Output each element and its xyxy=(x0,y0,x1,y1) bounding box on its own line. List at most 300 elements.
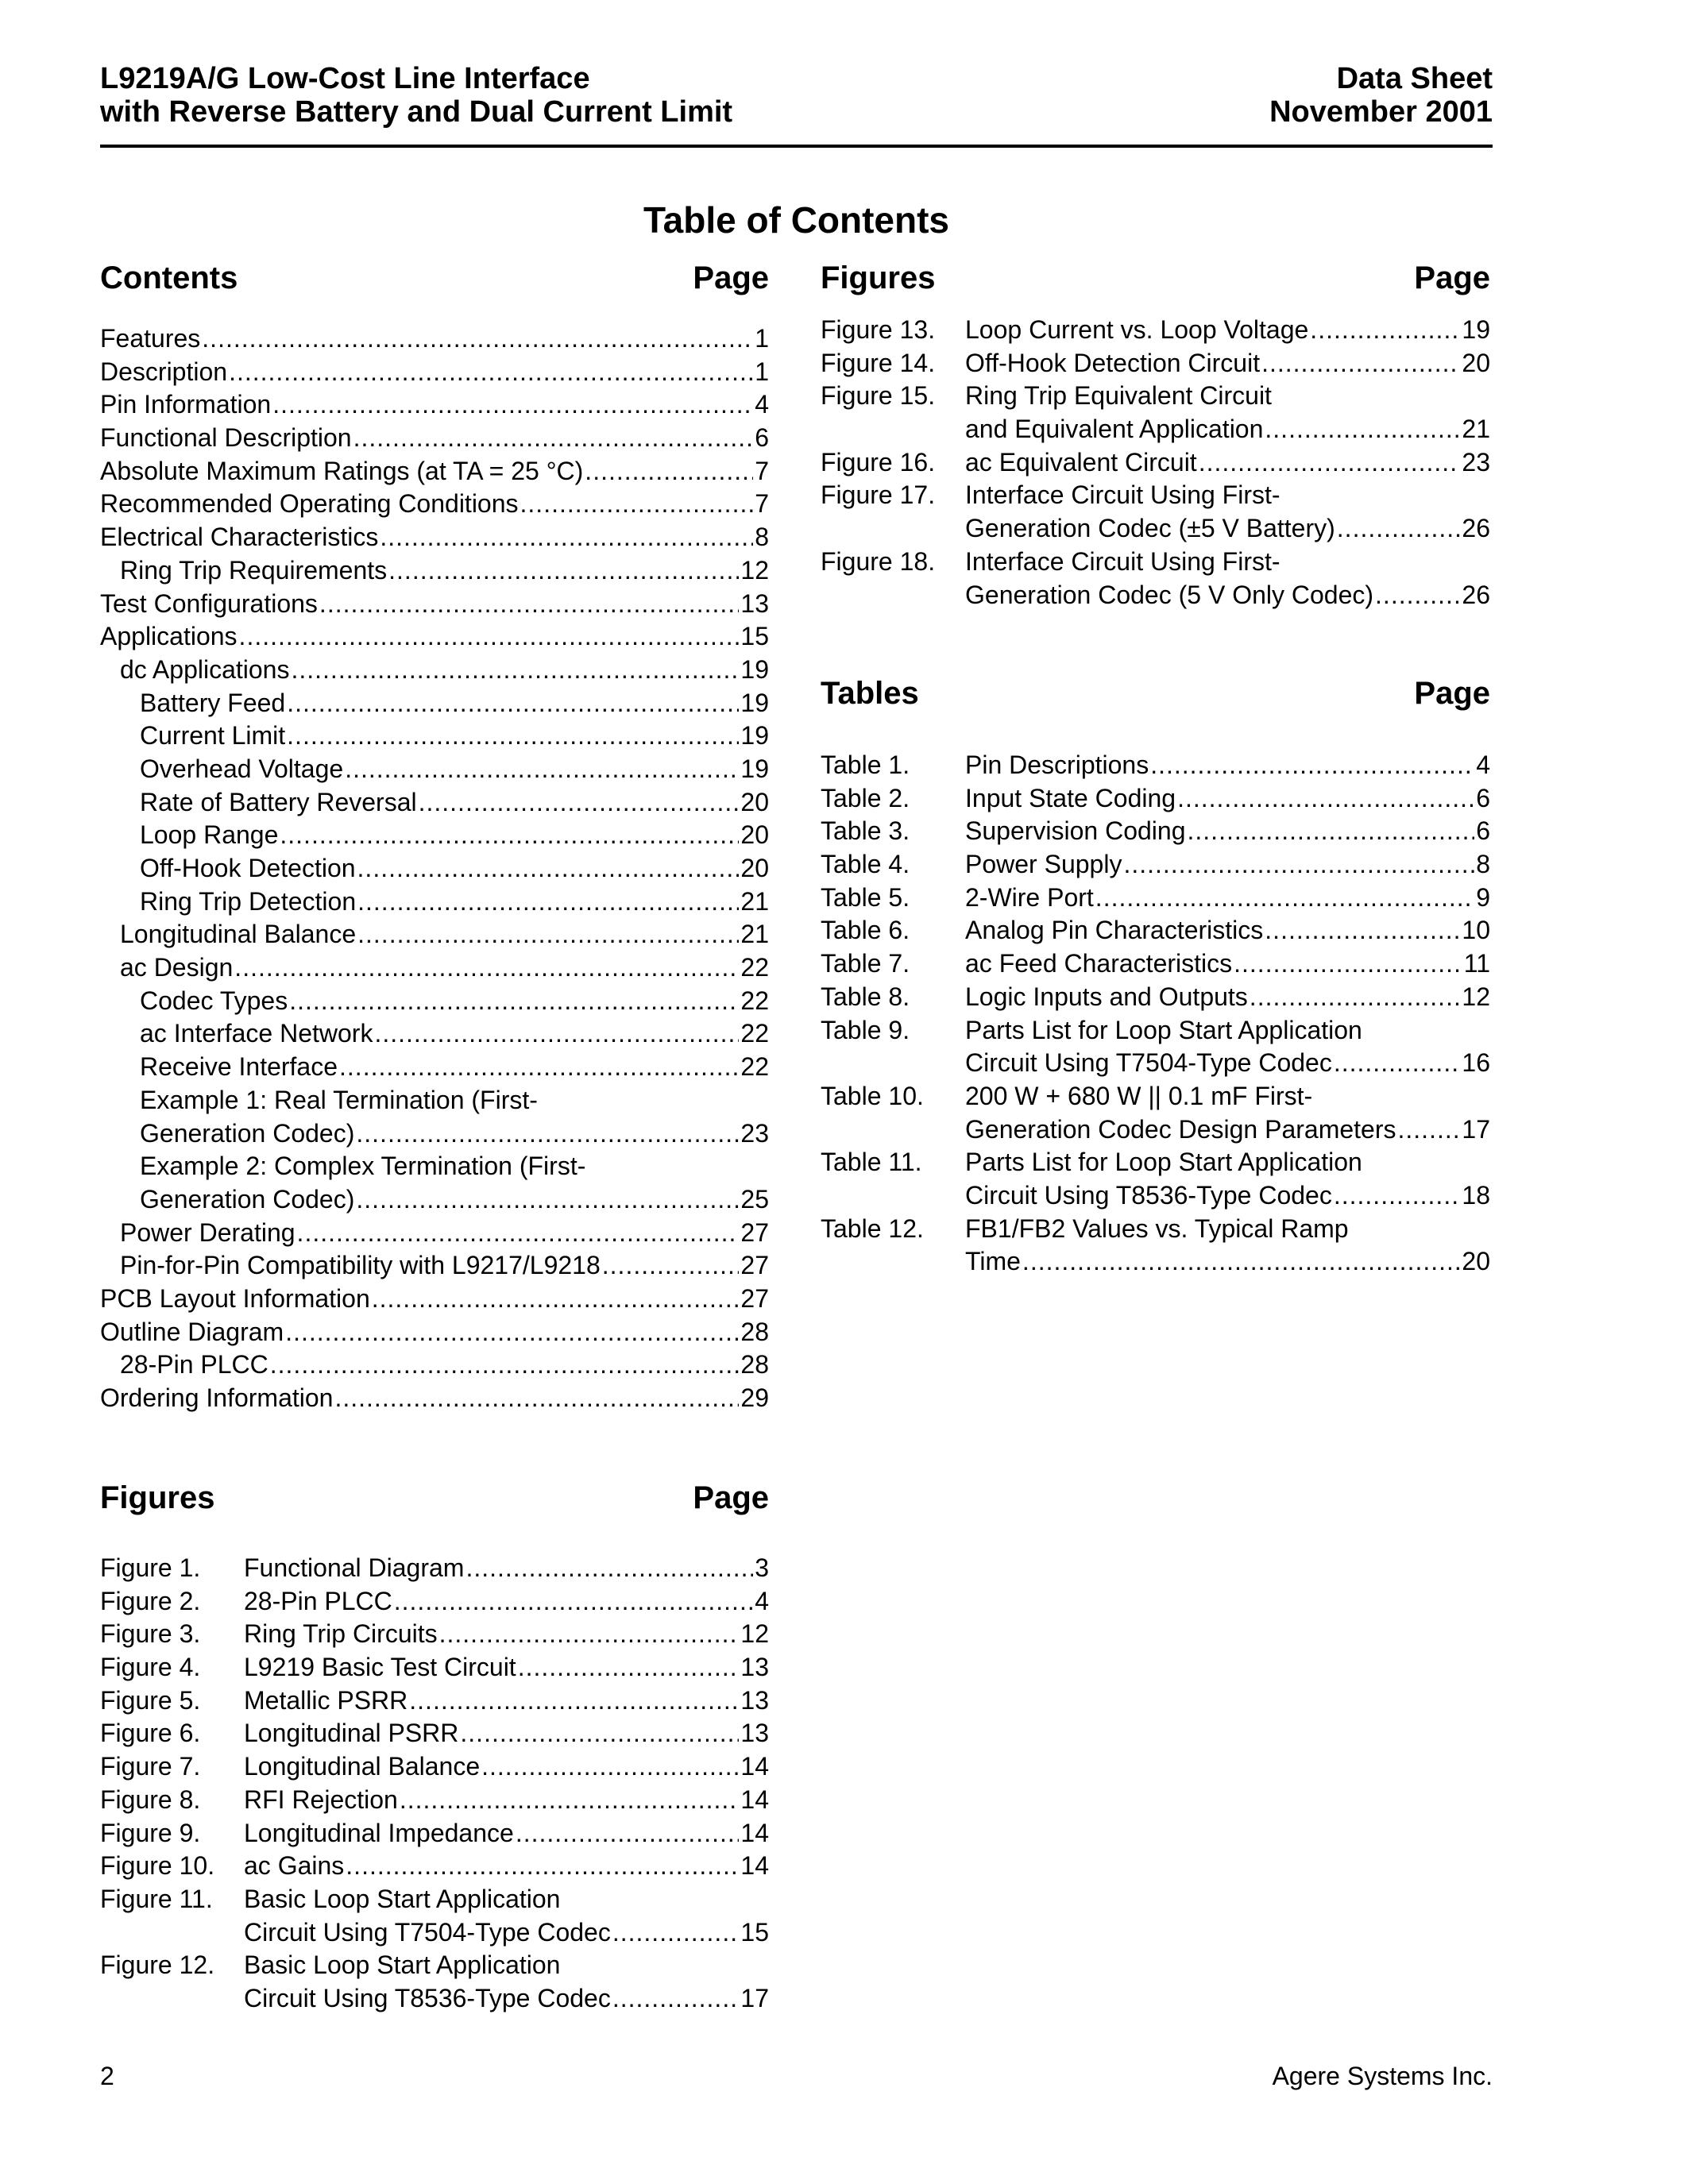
dot-leader xyxy=(516,1817,740,1850)
entry-title[interactable]: 2-Wire Port xyxy=(965,882,1094,912)
entry-tables[interactable] xyxy=(821,1213,1490,1279)
entry-title[interactable]: Pin Descriptions xyxy=(965,751,1149,779)
entry-title[interactable]: Interface Circuit Using First- xyxy=(965,480,1280,510)
entry-tables[interactable] xyxy=(821,914,1490,947)
entry-number[interactable]: Figure 10. xyxy=(100,1851,215,1881)
entry-contents[interactable] xyxy=(100,620,769,654)
entry-title[interactable]: Circuit Using T8536-Type Codec xyxy=(244,1983,611,2012)
entry-page[interactable]: 20 xyxy=(740,820,769,850)
entry-page[interactable]: 27 xyxy=(740,1283,769,1313)
entry-title[interactable]: Receive Interface xyxy=(140,1052,338,1082)
entry-figures-left[interactable] xyxy=(100,1949,769,2015)
dot-leader xyxy=(357,886,739,919)
entry-number[interactable]: Table 5. xyxy=(821,882,910,912)
dot-leader xyxy=(297,1217,740,1250)
entry-title[interactable]: Test Configurations xyxy=(100,588,318,618)
entry-number[interactable]: Figure 17. xyxy=(821,480,936,510)
entry-tables[interactable] xyxy=(821,981,1490,1014)
entry-title[interactable]: Time xyxy=(965,1247,1021,1276)
entry-title[interactable]: Functional Description xyxy=(100,423,352,453)
entry-title[interactable]: Ring Trip Circuits xyxy=(244,1619,438,1649)
entry-page[interactable]: 18 xyxy=(1462,1180,1490,1210)
entry-figures-right[interactable] xyxy=(821,446,1490,480)
entry-tables[interactable] xyxy=(821,947,1490,981)
entry-contents[interactable] xyxy=(100,1150,769,1216)
entry-title[interactable]: 28-Pin PLCC xyxy=(244,1586,392,1615)
entry-number[interactable]: Figure 15. xyxy=(821,381,936,411)
entry-page[interactable]: 12 xyxy=(1462,982,1490,1011)
entry-contents[interactable] xyxy=(100,1283,769,1316)
entry-title[interactable]: Applications xyxy=(100,622,238,651)
dot-leader xyxy=(380,521,753,554)
entry-page[interactable]: 21 xyxy=(740,920,769,949)
entry-contents[interactable] xyxy=(100,488,769,521)
entry-page[interactable]: 26 xyxy=(1462,580,1490,609)
entry-title[interactable]: Ordering Information xyxy=(100,1383,334,1412)
entry-page[interactable]: 14 xyxy=(740,1851,769,1881)
entry-page[interactable]: 25 xyxy=(740,1184,769,1214)
entry-page[interactable]: 17 xyxy=(740,1983,769,2012)
entry-page[interactable]: 27 xyxy=(740,1217,769,1247)
dot-leader xyxy=(419,786,740,820)
entry-title[interactable]: Supervision Coding xyxy=(965,816,1186,846)
entry-number[interactable]: Table 3. xyxy=(821,816,910,846)
entry-title[interactable]: Power Derating xyxy=(120,1217,295,1247)
entry-page[interactable]: 21 xyxy=(1462,415,1490,444)
entry-title[interactable]: Absolute Maximum Ratings (at TA = 25 °C) xyxy=(100,456,584,485)
toc-line xyxy=(821,815,1490,848)
toc-line xyxy=(821,782,1490,816)
entry-page[interactable]: 17 xyxy=(1462,1114,1490,1144)
toc-line xyxy=(100,1949,769,1982)
entry-title[interactable]: and Equivalent Application xyxy=(965,415,1264,444)
entry-title[interactable]: Metallic PSRR xyxy=(244,1685,408,1715)
entry-title[interactable]: RFI Rejection xyxy=(244,1785,398,1814)
entry-figures-left[interactable] xyxy=(100,1750,769,1784)
entry-contents[interactable] xyxy=(100,918,769,951)
entry-page[interactable]: 7 xyxy=(755,489,769,519)
entry-page[interactable]: 28 xyxy=(740,1317,769,1346)
entry-contents[interactable] xyxy=(100,388,769,422)
toc-line xyxy=(100,1217,769,1250)
entry-contents[interactable] xyxy=(100,1316,769,1349)
entry-page[interactable]: 13 xyxy=(740,1653,769,1682)
entry-title[interactable]: Features xyxy=(100,324,201,353)
dot-leader xyxy=(357,852,740,886)
tables-page-heading: Page xyxy=(1414,676,1490,711)
toc-line xyxy=(100,488,769,521)
dot-leader xyxy=(520,488,754,521)
entry-number[interactable]: Figure 6. xyxy=(100,1719,201,1748)
toc-line xyxy=(821,512,1490,546)
entry-page[interactable]: 6 xyxy=(1476,783,1490,812)
entry-title[interactable]: 200 W + 680 W || 0.1 mF First- xyxy=(965,1081,1313,1110)
entry-contents[interactable] xyxy=(100,720,769,753)
entry-contents[interactable] xyxy=(100,422,769,455)
entry-title[interactable]: Input State Coding xyxy=(965,783,1176,812)
entry-title[interactable]: ac Gains xyxy=(244,1851,345,1881)
entry-title[interactable]: Longitudinal Impedance xyxy=(244,1818,514,1847)
entry-figures-left[interactable] xyxy=(100,1817,769,1850)
entry-number[interactable]: Table 11. xyxy=(821,1148,922,1177)
entry-tables[interactable] xyxy=(821,882,1490,915)
toc-line xyxy=(100,1183,769,1217)
entry-contents[interactable] xyxy=(100,322,769,356)
entry-page[interactable]: 13 xyxy=(740,1685,769,1715)
entry-title[interactable]: Logic Inputs and Outputs xyxy=(965,982,1248,1011)
entry-number[interactable]: Table 12. xyxy=(821,1214,924,1243)
toc-line xyxy=(100,1117,769,1151)
entry-page[interactable]: 29 xyxy=(740,1383,769,1412)
entry-figures-left[interactable] xyxy=(100,1850,769,1883)
entry-page[interactable]: 14 xyxy=(740,1818,769,1847)
entry-tables[interactable] xyxy=(821,848,1490,882)
entry-page[interactable]: 19 xyxy=(1462,315,1490,344)
entry-title[interactable]: Parts List for Loop Start Application xyxy=(965,1148,1362,1177)
entry-page[interactable]: 19 xyxy=(740,754,769,783)
entry-figures-right[interactable] xyxy=(821,546,1490,612)
dot-leader xyxy=(400,1784,740,1817)
toc-line xyxy=(821,380,1490,413)
dot-leader xyxy=(287,687,739,720)
toc-line xyxy=(821,413,1490,446)
toc-line xyxy=(821,981,1490,1014)
entry-contents[interactable] xyxy=(100,1051,769,1084)
entry-title[interactable]: Ring Trip Equivalent Circuit xyxy=(965,381,1272,411)
entry-page[interactable]: 23 xyxy=(1462,447,1490,477)
entry-tables[interactable] xyxy=(821,815,1490,848)
toc-line xyxy=(100,1982,769,2016)
entry-title[interactable]: Basic Loop Start Application xyxy=(244,1951,561,1980)
toc-line xyxy=(100,1051,769,1084)
entry-page[interactable]: 20 xyxy=(1462,348,1490,377)
entry-page[interactable]: 28 xyxy=(740,1350,769,1379)
entry-page[interactable]: 22 xyxy=(740,1019,769,1048)
entry-number[interactable]: Figure 4. xyxy=(100,1653,201,1682)
entry-figures-left[interactable] xyxy=(100,1552,769,1585)
entry-page[interactable]: 15 xyxy=(740,622,769,651)
entry-tables[interactable] xyxy=(821,1014,1490,1080)
entry-title[interactable]: Overhead Voltage xyxy=(140,754,344,783)
entry-number[interactable]: Table 9. xyxy=(821,1015,910,1044)
entry-figures-left[interactable] xyxy=(100,1684,769,1718)
dot-leader xyxy=(602,1249,740,1283)
dot-leader xyxy=(239,620,740,654)
entry-title[interactable]: dc Applications xyxy=(120,654,290,684)
dot-leader xyxy=(1334,1179,1461,1213)
entry-contents[interactable] xyxy=(100,985,769,1018)
entry-page[interactable]: 20 xyxy=(1462,1247,1490,1276)
toc-line xyxy=(100,1784,769,1817)
toc-line xyxy=(821,1014,1490,1048)
entry-title[interactable]: Functional Diagram xyxy=(244,1553,465,1582)
dot-leader xyxy=(481,1750,739,1784)
entry-number[interactable]: Figure 9. xyxy=(100,1818,201,1847)
entry-page[interactable]: 7 xyxy=(755,456,769,485)
entry-contents[interactable] xyxy=(100,654,769,687)
dot-leader xyxy=(202,322,753,356)
toc-line xyxy=(821,1080,1490,1113)
toc-line xyxy=(821,947,1490,981)
entry-number[interactable]: Figure 1. xyxy=(100,1553,201,1582)
entry-title[interactable]: Generation Codec (5 V Only Codec) xyxy=(965,580,1374,609)
dot-leader xyxy=(270,1349,740,1382)
entry-figures-left[interactable] xyxy=(100,1717,769,1750)
toc-line xyxy=(821,914,1490,947)
entry-page[interactable]: 6 xyxy=(1476,816,1490,846)
entry-page[interactable]: 27 xyxy=(740,1251,769,1280)
toc-line xyxy=(100,1382,769,1415)
entry-number[interactable]: Figure 16. xyxy=(821,447,936,477)
entry-title[interactable]: Off-Hook Detection xyxy=(140,854,356,882)
entry-title[interactable]: Parts List for Loop Start Application xyxy=(965,1015,1362,1044)
toc-line xyxy=(100,620,769,654)
dot-leader xyxy=(272,388,753,422)
dot-leader xyxy=(1123,848,1474,882)
dot-leader xyxy=(319,588,739,621)
entry-number[interactable]: Figure 13. xyxy=(821,315,936,344)
entry-figures-right[interactable] xyxy=(821,347,1490,380)
entry-page[interactable]: 8 xyxy=(755,523,769,552)
dot-leader xyxy=(345,753,739,786)
entry-title[interactable]: PCB Layout Information xyxy=(100,1283,370,1313)
entry-title[interactable]: FB1/FB2 Values vs. Typical Ramp xyxy=(965,1214,1349,1243)
entry-number[interactable]: Figure 8. xyxy=(100,1785,201,1814)
entry-title[interactable]: Outline Diagram xyxy=(100,1317,284,1346)
dot-leader xyxy=(291,654,739,687)
entry-title[interactable]: Interface Circuit Using First- xyxy=(965,546,1280,576)
toc-line xyxy=(821,1113,1490,1147)
entry-page[interactable]: 23 xyxy=(740,1118,769,1148)
entry-page[interactable]: 19 xyxy=(740,721,769,751)
entry-figures-left[interactable] xyxy=(100,1883,769,1949)
dot-leader xyxy=(289,985,739,1018)
entry-contents[interactable] xyxy=(100,1349,769,1382)
entry-contents[interactable] xyxy=(100,1017,769,1051)
dot-leader xyxy=(356,1183,739,1217)
entry-title[interactable]: Loop Range xyxy=(140,820,279,850)
toc-line xyxy=(821,347,1490,380)
entry-tables[interactable] xyxy=(821,1146,1490,1212)
entry-contents[interactable] xyxy=(100,521,769,554)
entry-page[interactable]: 12 xyxy=(740,1619,769,1649)
toc-title: Table of Contents xyxy=(643,199,950,241)
entry-contents[interactable] xyxy=(100,1249,769,1283)
contents-list xyxy=(100,322,769,1415)
entry-title[interactable]: Power Supply xyxy=(965,850,1122,879)
entry-page[interactable]: 13 xyxy=(740,588,769,618)
entry-page[interactable]: 3 xyxy=(755,1553,769,1582)
entry-number[interactable]: Table 8. xyxy=(821,982,910,1011)
entry-number[interactable]: Figure 3. xyxy=(100,1619,201,1649)
entry-title[interactable]: Circuit Using T7504-Type Codec xyxy=(244,1917,611,1947)
contents-heading xyxy=(100,260,769,296)
entry-page[interactable]: 1 xyxy=(755,357,769,386)
entry-title[interactable]: Ring Trip Detection xyxy=(140,886,357,916)
entry-title[interactable]: Circuit Using T8536-Type Codec xyxy=(965,1180,1332,1210)
entry-page[interactable]: 22 xyxy=(740,1052,769,1082)
entry-page[interactable]: 16 xyxy=(1462,1048,1490,1078)
entry-page[interactable]: 10 xyxy=(1462,916,1490,945)
entry-title[interactable]: Generation Codec) xyxy=(140,1118,355,1148)
figures-left-list xyxy=(100,1552,769,2016)
entry-title[interactable]: ac Feed Characteristics xyxy=(965,949,1233,978)
entry-title[interactable]: 28-Pin PLCC xyxy=(120,1350,268,1379)
entry-contents[interactable] xyxy=(100,852,769,886)
entry-page[interactable]: 6 xyxy=(755,423,769,453)
entry-title[interactable]: Battery Feed xyxy=(140,688,286,717)
entry-page[interactable]: 19 xyxy=(740,688,769,717)
entry-page[interactable]: 15 xyxy=(740,1917,769,1947)
toc-line xyxy=(100,786,769,820)
title-line-2: with Reverse Battery and Dual Current Limit xyxy=(100,95,733,129)
document-meta xyxy=(1269,62,1493,129)
entry-title[interactable]: Example 1: Real Termination (First- xyxy=(140,1085,538,1114)
footer-company: Agere Systems Inc. xyxy=(1272,2062,1493,2090)
entry-contents[interactable] xyxy=(100,786,769,820)
entry-number[interactable]: Table 4. xyxy=(821,850,910,879)
dot-leader xyxy=(339,1051,739,1084)
entry-page[interactable]: 14 xyxy=(740,1785,769,1814)
entry-title[interactable]: Pin-for-Pin Compatibility with L9217/L9218 xyxy=(120,1251,601,1280)
entry-page[interactable]: 12 xyxy=(740,555,769,585)
entry-page[interactable]: 22 xyxy=(740,986,769,1015)
entry-title[interactable]: Ring Trip Requirements xyxy=(120,555,388,585)
entry-contents[interactable] xyxy=(100,1382,769,1415)
entry-number[interactable]: Table 1. xyxy=(821,751,910,779)
entry-contents[interactable] xyxy=(100,554,769,588)
entry-page[interactable]: 11 xyxy=(1463,949,1490,978)
entry-number[interactable]: Figure 18. xyxy=(821,546,936,576)
entry-title[interactable]: Longitudinal Balance xyxy=(244,1752,481,1781)
entry-number[interactable]: Figure 2. xyxy=(100,1586,201,1615)
entry-contents[interactable] xyxy=(100,886,769,919)
entry-tables[interactable] xyxy=(821,782,1490,816)
entry-page[interactable]: 13 xyxy=(740,1719,769,1748)
entry-page[interactable]: 26 xyxy=(1462,514,1490,543)
entry-number[interactable]: Table 7. xyxy=(821,949,910,978)
entry-figures-left[interactable] xyxy=(100,1585,769,1619)
toc-line xyxy=(100,1717,769,1750)
dot-leader xyxy=(229,356,753,389)
dot-leader xyxy=(287,720,739,753)
entry-number[interactable]: Table 2. xyxy=(821,783,910,812)
entry-page[interactable]: 4 xyxy=(1476,751,1490,779)
entry-number[interactable]: Figure 11. xyxy=(100,1884,213,1913)
entry-title[interactable]: ac Equivalent Circuit xyxy=(965,447,1197,477)
entry-number[interactable]: Figure 5. xyxy=(100,1685,201,1715)
entry-page[interactable]: 1 xyxy=(755,324,769,353)
entry-title[interactable]: Circuit Using T7504-Type Codec xyxy=(965,1048,1332,1078)
dot-leader xyxy=(334,1382,739,1415)
entry-title[interactable]: Generation Codec Design Parameters xyxy=(965,1114,1396,1144)
entry-contents[interactable] xyxy=(100,588,769,621)
entry-contents[interactable] xyxy=(100,687,769,720)
dot-leader xyxy=(285,1316,739,1349)
entry-figures-left[interactable] xyxy=(100,1651,769,1684)
dot-leader xyxy=(357,918,739,951)
entry-contents[interactable] xyxy=(100,455,769,488)
entry-title[interactable]: Electrical Characteristics xyxy=(100,523,379,552)
entry-title[interactable]: L9219 Basic Test Circuit xyxy=(244,1653,516,1682)
entry-title[interactable]: Example 2: Complex Termination (First- xyxy=(140,1152,586,1181)
entry-figures-right[interactable] xyxy=(821,479,1490,545)
entry-page[interactable]: 8 xyxy=(1476,850,1490,879)
toc-line xyxy=(100,985,769,1018)
entry-title[interactable]: Recommended Operating Conditions xyxy=(100,489,519,519)
entry-number[interactable]: Table 6. xyxy=(821,916,910,945)
entry-title[interactable]: Longitudinal PSRR xyxy=(244,1719,459,1748)
toc-line xyxy=(100,1283,769,1316)
entry-contents[interactable] xyxy=(100,356,769,389)
entry-tables[interactable] xyxy=(821,749,1490,782)
entry-page[interactable]: 4 xyxy=(755,1586,769,1615)
entry-number[interactable]: Figure 7. xyxy=(100,1752,201,1781)
entry-page[interactable]: 4 xyxy=(755,390,769,419)
entry-title[interactable]: Pin Information xyxy=(100,390,272,419)
entry-title[interactable]: ac Interface Network xyxy=(140,1019,373,1048)
toc-line xyxy=(100,1316,769,1349)
entry-page[interactable]: 22 xyxy=(740,953,769,982)
entry-contents[interactable] xyxy=(100,951,769,985)
entry-figures-right[interactable] xyxy=(821,314,1490,347)
entry-contents[interactable] xyxy=(100,819,769,852)
entry-page[interactable]: 21 xyxy=(740,886,769,916)
toc-line xyxy=(821,848,1490,882)
entry-title[interactable]: Basic Loop Start Application xyxy=(244,1884,561,1913)
entry-number[interactable]: Figure 12. xyxy=(100,1951,215,1980)
entry-page[interactable]: 20 xyxy=(740,787,769,816)
toc-line xyxy=(100,819,769,852)
entry-title[interactable]: Codec Types xyxy=(140,986,288,1015)
entry-title[interactable]: Loop Current vs. Loop Voltage xyxy=(965,315,1309,344)
toc-line xyxy=(821,1047,1490,1080)
entry-title[interactable]: ac Design xyxy=(120,953,234,982)
entry-figures-right[interactable] xyxy=(821,380,1490,446)
entry-figures-left[interactable] xyxy=(100,1784,769,1817)
toc-line xyxy=(821,479,1490,512)
entry-contents[interactable] xyxy=(100,1084,769,1150)
entry-title[interactable]: Rate of Battery Reversal xyxy=(140,787,417,816)
entry-contents[interactable] xyxy=(100,1217,769,1250)
toc-line xyxy=(100,422,769,455)
entry-title[interactable]: Longitudinal Balance xyxy=(120,920,357,949)
entry-number[interactable]: Table 10. xyxy=(821,1081,924,1110)
toc-line xyxy=(100,554,769,588)
figures-heading-label: Figures xyxy=(100,1480,215,1515)
entry-page[interactable]: 19 xyxy=(740,654,769,684)
entry-figures-left[interactable] xyxy=(100,1618,769,1651)
entry-tables[interactable] xyxy=(821,1080,1490,1146)
dot-leader xyxy=(1265,413,1460,446)
entry-number[interactable]: Figure 14. xyxy=(821,348,936,377)
entry-title[interactable]: Analog Pin Characteristics xyxy=(965,916,1264,945)
dot-leader xyxy=(353,422,754,455)
entry-title[interactable]: Generation Codec) xyxy=(140,1184,355,1214)
dot-leader xyxy=(372,1283,740,1316)
toc-line xyxy=(821,546,1490,579)
entry-title[interactable]: Description xyxy=(100,357,228,386)
entry-page[interactable]: 14 xyxy=(740,1752,769,1781)
dot-leader xyxy=(346,1850,739,1883)
entry-page[interactable]: 9 xyxy=(1476,882,1490,912)
entry-title[interactable]: Generation Codec (±5 V Battery) xyxy=(965,514,1335,543)
entry-title[interactable]: Off-Hook Detection Circuit xyxy=(965,348,1261,377)
entry-title[interactable]: Current Limit xyxy=(140,721,286,751)
header-rule xyxy=(100,145,1493,148)
entry-contents[interactable] xyxy=(100,753,769,786)
entry-page[interactable]: 20 xyxy=(740,854,769,882)
